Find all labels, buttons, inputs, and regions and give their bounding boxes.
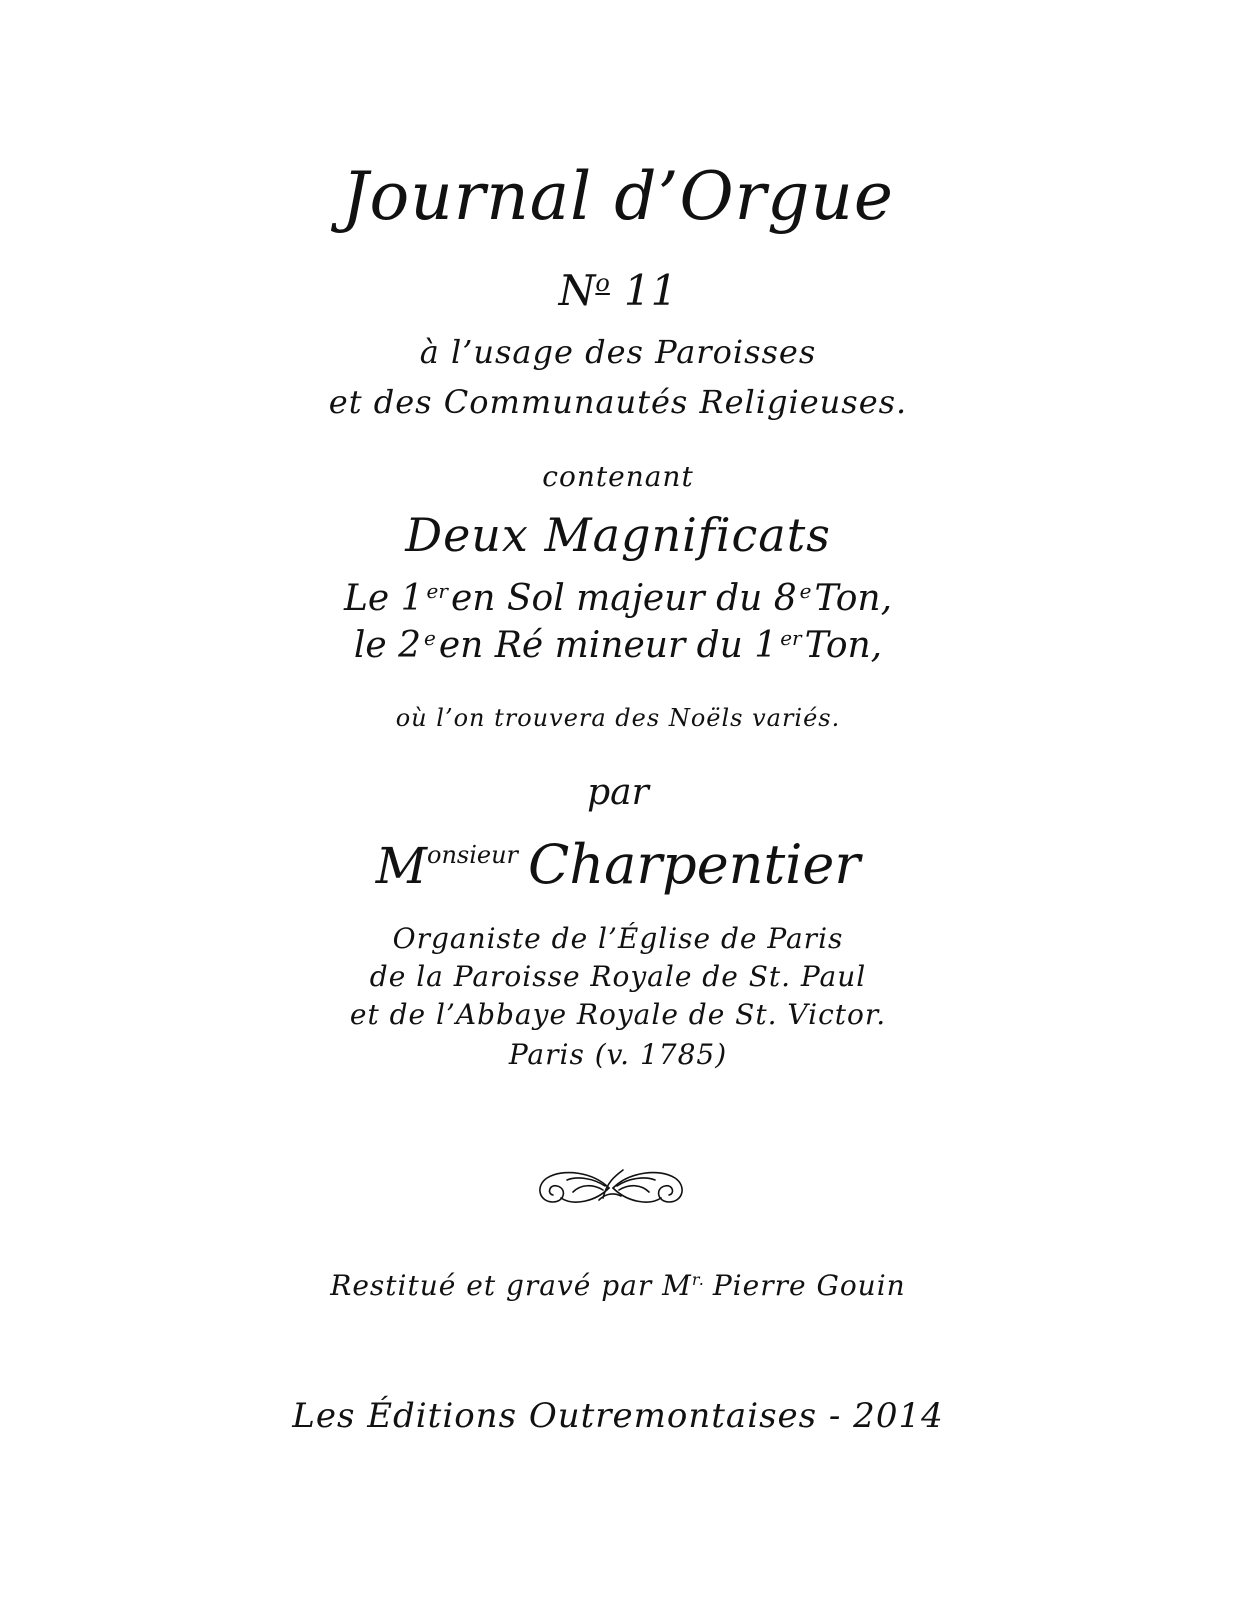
detail-1-b-sup: e (799, 579, 812, 603)
detail-2-b: en Ré mineur du 1 (438, 625, 778, 666)
number-value: 11 (623, 266, 678, 315)
par-label: par (587, 772, 649, 813)
number-abbr: N (558, 266, 596, 315)
journal-number (0, 266, 1236, 315)
author-surname: Charpentier (528, 833, 861, 896)
section-heading: Deux Magnificats (405, 508, 831, 562)
restitue-sup: r. (691, 1270, 705, 1289)
page-title: Journal d’Orgue (342, 158, 894, 235)
detail-2-b-sup: er (780, 626, 802, 650)
author-title-m: M (375, 837, 427, 895)
restitue-text: Restitué et gravé par M (330, 1269, 692, 1302)
publisher-line: Les Éditions Outremontaises - 2014 (292, 1396, 944, 1436)
author-name (0, 833, 1236, 896)
author-title-sup: onsieur (427, 841, 519, 869)
organiste-line-4: Paris (v. 1785) (508, 1038, 728, 1071)
detail-1-a-sup: er (426, 579, 448, 603)
restitue-line (0, 1269, 1236, 1302)
restitue-name: Pierre Gouin (712, 1269, 906, 1302)
detail-1-b: en Sol majeur du 8 (450, 578, 797, 619)
organiste-line-3: et de l’Abbaye Royale de St. Victor. (349, 998, 887, 1031)
detail-1-a: Le 1 (343, 578, 424, 619)
detail-2-c: Ton, (804, 625, 883, 666)
contenant-label: contenant (542, 460, 694, 493)
detail-2-a-sup: e (424, 626, 436, 650)
detail-line-2 (0, 625, 1236, 666)
flourish-ornament-icon (533, 1162, 689, 1210)
number-abbr-sup: o (595, 269, 610, 297)
organiste-line-1: Organiste de l’Église de Paris (392, 922, 844, 955)
detail-2-a: le 2 (353, 625, 422, 666)
usage-line-1: à l’usage des Paroisses (419, 333, 817, 371)
detail-1-c: Ton, (814, 578, 893, 619)
usage-line-2: et des Communautés Religieuses. (328, 383, 908, 421)
noels-line: où l’on trouvera des Noëls variés. (395, 704, 841, 732)
detail-line-1 (0, 578, 1236, 619)
organiste-line-2: de la Paroisse Royale de St. Paul (369, 960, 867, 993)
